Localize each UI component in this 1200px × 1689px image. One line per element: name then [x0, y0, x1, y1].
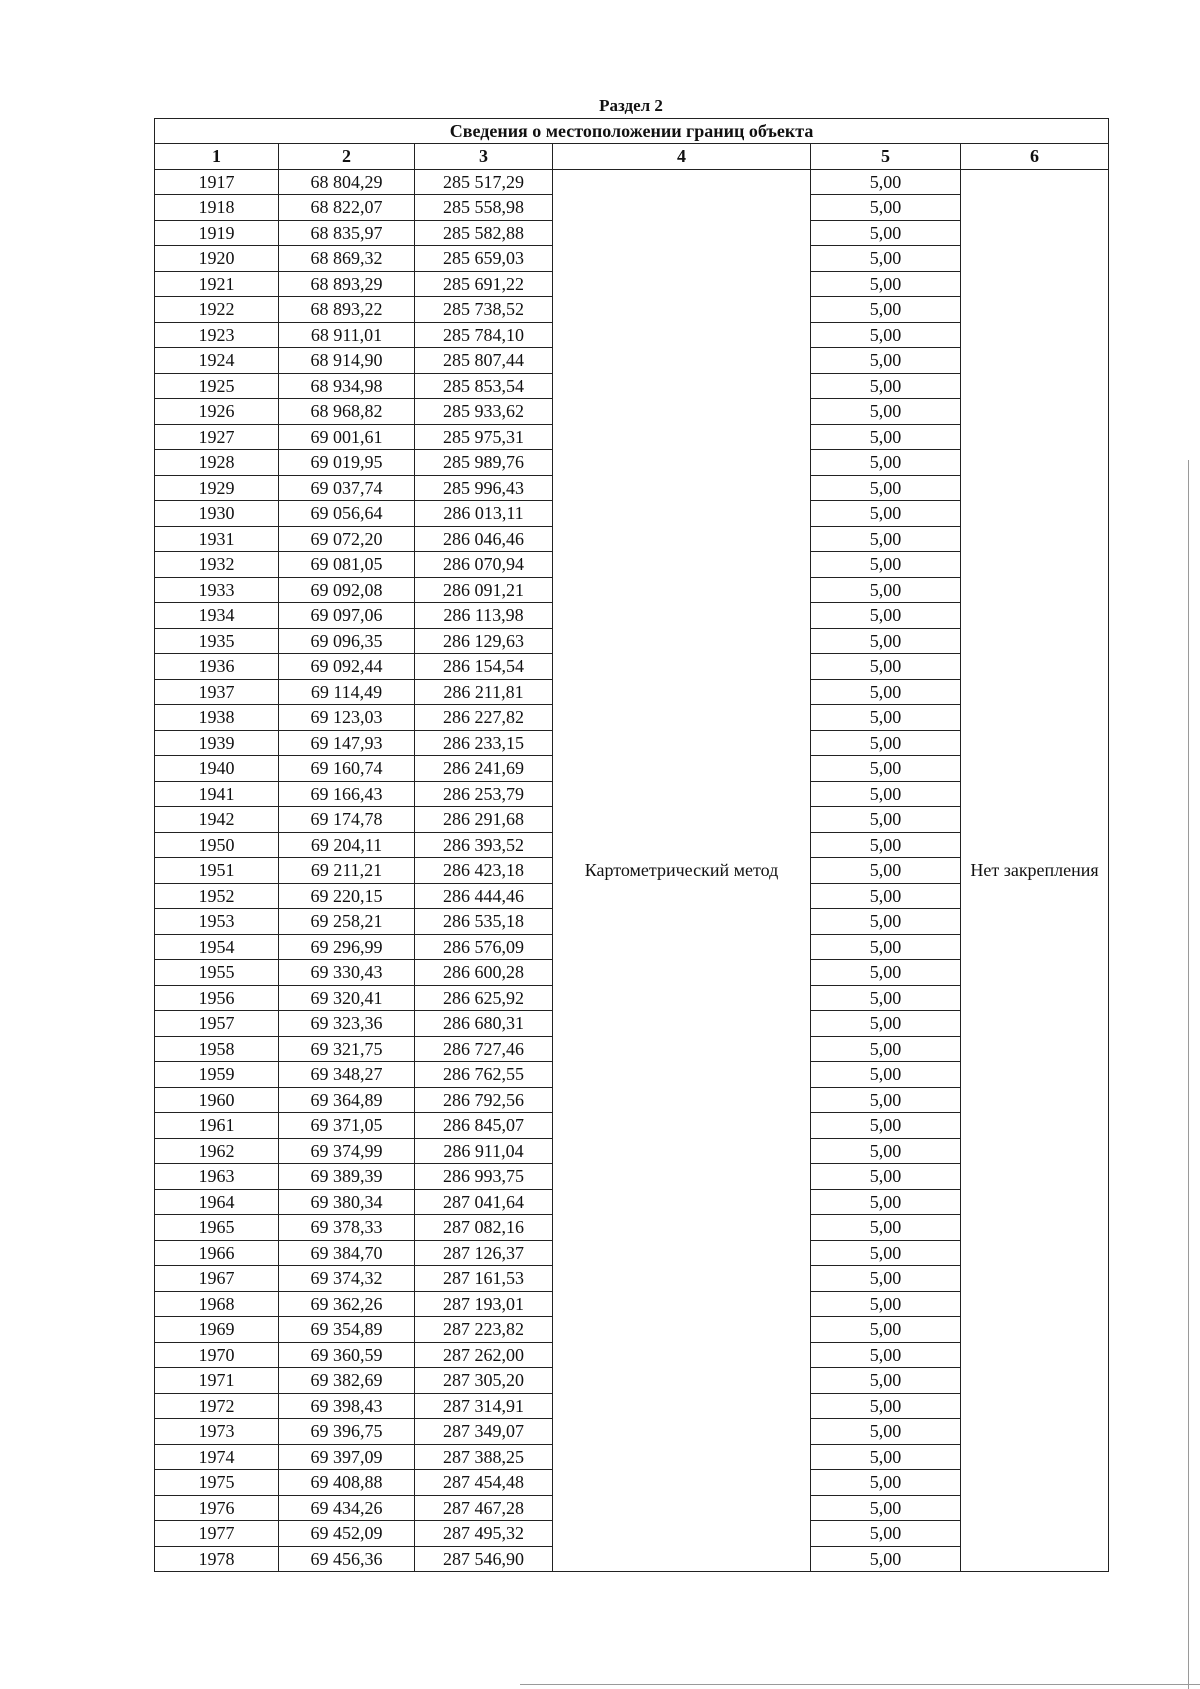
y-coordinate-cell: 287 546,90 [415, 1546, 553, 1572]
column-header-2: 2 [279, 144, 415, 170]
accuracy-cell: 5,00 [811, 781, 961, 807]
x-coordinate-cell: 69 321,75 [279, 1036, 415, 1062]
y-coordinate-cell: 286 113,98 [415, 603, 553, 629]
x-coordinate-cell: 68 893,29 [279, 271, 415, 297]
x-coordinate-cell: 69 456,36 [279, 1546, 415, 1572]
accuracy-cell: 5,00 [811, 934, 961, 960]
y-coordinate-cell: 286 727,46 [415, 1036, 553, 1062]
point-number-cell: 1951 [155, 858, 279, 884]
x-coordinate-cell: 69 258,21 [279, 909, 415, 935]
accuracy-cell: 5,00 [811, 1470, 961, 1496]
y-coordinate-cell: 287 305,20 [415, 1368, 553, 1394]
point-number-cell: 1938 [155, 705, 279, 731]
x-coordinate-cell: 69 389,39 [279, 1164, 415, 1190]
y-coordinate-cell: 286 535,18 [415, 909, 553, 935]
x-coordinate-cell: 68 911,01 [279, 322, 415, 348]
accuracy-cell: 5,00 [811, 858, 961, 884]
point-number-cell: 1925 [155, 373, 279, 399]
accuracy-cell: 5,00 [811, 1546, 961, 1572]
table-body [155, 169, 1109, 1572]
accuracy-cell: 5,00 [811, 603, 961, 629]
column-header-3: 3 [415, 144, 553, 170]
y-coordinate-cell: 287 388,25 [415, 1444, 553, 1470]
x-coordinate-cell: 69 096,35 [279, 628, 415, 654]
x-coordinate-cell: 69 323,36 [279, 1011, 415, 1037]
y-coordinate-cell: 285 691,22 [415, 271, 553, 297]
accuracy-cell: 5,00 [811, 424, 961, 450]
accuracy-cell: 5,00 [811, 1138, 961, 1164]
x-coordinate-cell: 69 364,89 [279, 1087, 415, 1113]
point-number-cell: 1935 [155, 628, 279, 654]
point-number-cell: 1936 [155, 654, 279, 680]
accuracy-cell: 5,00 [811, 1036, 961, 1062]
y-coordinate-cell: 287 314,91 [415, 1393, 553, 1419]
accuracy-cell: 5,00 [811, 1164, 961, 1190]
x-coordinate-cell: 69 354,89 [279, 1317, 415, 1343]
accuracy-cell: 5,00 [811, 1291, 961, 1317]
y-coordinate-cell: 285 558,98 [415, 195, 553, 221]
y-coordinate-cell: 286 013,11 [415, 501, 553, 527]
point-number-cell: 1969 [155, 1317, 279, 1343]
x-coordinate-cell: 69 408,88 [279, 1470, 415, 1496]
y-coordinate-cell: 287 262,00 [415, 1342, 553, 1368]
y-coordinate-cell: 285 996,43 [415, 475, 553, 501]
y-coordinate-cell: 287 193,01 [415, 1291, 553, 1317]
accuracy-cell: 5,00 [811, 1189, 961, 1215]
point-number-cell: 1974 [155, 1444, 279, 1470]
accuracy-cell: 5,00 [811, 1521, 961, 1547]
table-caption-row [155, 119, 1109, 144]
accuracy-cell: 5,00 [811, 730, 961, 756]
point-number-cell: 1967 [155, 1266, 279, 1292]
y-coordinate-cell: 285 933,62 [415, 399, 553, 425]
x-coordinate-cell: 69 380,34 [279, 1189, 415, 1215]
y-coordinate-cell: 286 680,31 [415, 1011, 553, 1037]
accuracy-cell: 5,00 [811, 577, 961, 603]
point-number-cell: 1970 [155, 1342, 279, 1368]
x-coordinate-cell: 69 204,11 [279, 832, 415, 858]
point-number-cell: 1933 [155, 577, 279, 603]
x-coordinate-cell: 68 914,90 [279, 348, 415, 374]
y-coordinate-cell: 286 241,69 [415, 756, 553, 782]
point-number-cell: 1977 [155, 1521, 279, 1547]
accuracy-cell: 5,00 [811, 271, 961, 297]
point-number-cell: 1941 [155, 781, 279, 807]
x-coordinate-cell: 69 174,78 [279, 807, 415, 833]
x-coordinate-cell: 69 452,09 [279, 1521, 415, 1547]
y-coordinate-cell: 286 291,68 [415, 807, 553, 833]
point-number-cell: 1953 [155, 909, 279, 935]
point-number-cell: 1926 [155, 399, 279, 425]
x-coordinate-cell: 69 092,44 [279, 654, 415, 680]
y-coordinate-cell: 287 495,32 [415, 1521, 553, 1547]
accuracy-cell: 5,00 [811, 373, 961, 399]
accuracy-cell: 5,00 [811, 1342, 961, 1368]
y-coordinate-cell: 286 444,46 [415, 883, 553, 909]
accuracy-cell: 5,00 [811, 960, 961, 986]
x-coordinate-cell: 69 097,06 [279, 603, 415, 629]
y-coordinate-cell: 286 423,18 [415, 858, 553, 884]
point-number-cell: 1928 [155, 450, 279, 476]
x-coordinate-cell: 68 869,32 [279, 246, 415, 272]
accuracy-cell: 5,00 [811, 195, 961, 221]
y-coordinate-cell: 286 154,54 [415, 654, 553, 680]
method-cell: Картометрический метод [553, 169, 811, 1572]
y-coordinate-cell: 287 126,37 [415, 1240, 553, 1266]
accuracy-cell: 5,00 [811, 654, 961, 680]
point-number-cell: 1966 [155, 1240, 279, 1266]
x-coordinate-cell: 69 320,41 [279, 985, 415, 1011]
y-coordinate-cell: 285 975,31 [415, 424, 553, 450]
point-number-cell: 1919 [155, 220, 279, 246]
y-coordinate-cell: 287 223,82 [415, 1317, 553, 1343]
accuracy-cell: 5,00 [811, 526, 961, 552]
point-number-cell: 1920 [155, 246, 279, 272]
point-number-cell: 1964 [155, 1189, 279, 1215]
x-coordinate-cell: 69 220,15 [279, 883, 415, 909]
y-coordinate-cell: 287 467,28 [415, 1495, 553, 1521]
table-caption: Сведения о местоположении границ объекта [155, 119, 1109, 144]
accuracy-cell: 5,00 [811, 1393, 961, 1419]
accuracy-cell: 5,00 [811, 705, 961, 731]
y-coordinate-cell: 285 807,44 [415, 348, 553, 374]
x-coordinate-cell: 69 360,59 [279, 1342, 415, 1368]
point-number-cell: 1939 [155, 730, 279, 756]
accuracy-cell: 5,00 [811, 246, 961, 272]
x-coordinate-cell: 69 396,75 [279, 1419, 415, 1445]
accuracy-cell: 5,00 [811, 322, 961, 348]
y-coordinate-cell: 287 041,64 [415, 1189, 553, 1215]
y-coordinate-cell: 286 233,15 [415, 730, 553, 756]
accuracy-cell: 5,00 [811, 1215, 961, 1241]
y-coordinate-cell: 286 070,94 [415, 552, 553, 578]
x-coordinate-cell: 69 160,74 [279, 756, 415, 782]
accuracy-cell: 5,00 [811, 348, 961, 374]
point-number-cell: 1976 [155, 1495, 279, 1521]
accuracy-cell: 5,00 [811, 1368, 961, 1394]
y-coordinate-cell: 286 129,63 [415, 628, 553, 654]
y-coordinate-cell: 285 517,29 [415, 169, 553, 195]
y-coordinate-cell: 286 576,09 [415, 934, 553, 960]
accuracy-cell: 5,00 [811, 501, 961, 527]
x-coordinate-cell: 69 001,61 [279, 424, 415, 450]
point-number-cell: 1968 [155, 1291, 279, 1317]
y-coordinate-cell: 286 046,46 [415, 526, 553, 552]
y-coordinate-cell: 287 161,53 [415, 1266, 553, 1292]
point-number-cell: 1918 [155, 195, 279, 221]
accuracy-cell: 5,00 [811, 1011, 961, 1037]
y-coordinate-cell: 287 454,48 [415, 1470, 553, 1496]
x-coordinate-cell: 69 398,43 [279, 1393, 415, 1419]
accuracy-cell: 5,00 [811, 679, 961, 705]
accuracy-cell: 5,00 [811, 1444, 961, 1470]
accuracy-cell: 5,00 [811, 1419, 961, 1445]
point-number-cell: 1924 [155, 348, 279, 374]
accuracy-cell: 5,00 [811, 628, 961, 654]
y-coordinate-cell: 285 784,10 [415, 322, 553, 348]
x-coordinate-cell: 68 835,97 [279, 220, 415, 246]
accuracy-cell: 5,00 [811, 807, 961, 833]
accuracy-cell: 5,00 [811, 220, 961, 246]
x-coordinate-cell: 69 019,95 [279, 450, 415, 476]
point-number-cell: 1927 [155, 424, 279, 450]
x-coordinate-cell: 69 371,05 [279, 1113, 415, 1139]
x-coordinate-cell: 69 384,70 [279, 1240, 415, 1266]
point-number-cell: 1965 [155, 1215, 279, 1241]
accuracy-cell: 5,00 [811, 756, 961, 782]
point-number-cell: 1931 [155, 526, 279, 552]
point-number-cell: 1958 [155, 1036, 279, 1062]
y-coordinate-cell: 286 993,75 [415, 1164, 553, 1190]
y-coordinate-cell: 286 911,04 [415, 1138, 553, 1164]
y-coordinate-cell: 287 349,07 [415, 1419, 553, 1445]
accuracy-cell: 5,00 [811, 1240, 961, 1266]
x-coordinate-cell: 69 374,32 [279, 1266, 415, 1292]
x-coordinate-cell: 68 968,82 [279, 399, 415, 425]
accuracy-cell: 5,00 [811, 832, 961, 858]
y-coordinate-cell: 286 091,21 [415, 577, 553, 603]
x-coordinate-cell: 69 330,43 [279, 960, 415, 986]
column-header-5: 5 [811, 144, 961, 170]
point-number-cell: 1930 [155, 501, 279, 527]
accuracy-cell: 5,00 [811, 297, 961, 323]
column-header-1: 1 [155, 144, 279, 170]
column-header-6: 6 [961, 144, 1109, 170]
x-coordinate-cell: 69 382,69 [279, 1368, 415, 1394]
accuracy-cell: 5,00 [811, 475, 961, 501]
point-number-cell: 1959 [155, 1062, 279, 1088]
x-coordinate-cell: 69 081,05 [279, 552, 415, 578]
y-coordinate-cell: 285 853,54 [415, 373, 553, 399]
x-coordinate-cell: 69 037,74 [279, 475, 415, 501]
accuracy-cell: 5,00 [811, 1062, 961, 1088]
point-number-cell: 1950 [155, 832, 279, 858]
point-number-cell: 1932 [155, 552, 279, 578]
x-coordinate-cell: 69 147,93 [279, 730, 415, 756]
x-coordinate-cell: 69 211,21 [279, 858, 415, 884]
point-number-cell: 1956 [155, 985, 279, 1011]
column-number-row [155, 144, 1109, 170]
accuracy-cell: 5,00 [811, 169, 961, 195]
y-coordinate-cell: 287 082,16 [415, 1215, 553, 1241]
accuracy-cell: 5,00 [811, 450, 961, 476]
page-edge-bottom [520, 1684, 1200, 1685]
point-number-cell: 1917 [155, 169, 279, 195]
y-coordinate-cell: 286 211,81 [415, 679, 553, 705]
x-coordinate-cell: 69 378,33 [279, 1215, 415, 1241]
boundary-coordinates-table [154, 118, 1109, 1572]
point-number-cell: 1963 [155, 1164, 279, 1190]
section-title: Раздел 2 [599, 96, 663, 115]
page-edge-right [1188, 460, 1189, 1689]
x-coordinate-cell: 69 374,99 [279, 1138, 415, 1164]
x-coordinate-cell: 68 822,07 [279, 195, 415, 221]
y-coordinate-cell: 286 625,92 [415, 985, 553, 1011]
point-number-cell: 1929 [155, 475, 279, 501]
accuracy-cell: 5,00 [811, 399, 961, 425]
accuracy-cell: 5,00 [811, 1495, 961, 1521]
point-number-cell: 1975 [155, 1470, 279, 1496]
x-coordinate-cell: 68 893,22 [279, 297, 415, 323]
x-coordinate-cell: 69 348,27 [279, 1062, 415, 1088]
x-coordinate-cell: 68 804,29 [279, 169, 415, 195]
y-coordinate-cell: 286 845,07 [415, 1113, 553, 1139]
x-coordinate-cell: 69 114,49 [279, 679, 415, 705]
point-number-cell: 1921 [155, 271, 279, 297]
fixing-cell: Нет закрепления [961, 169, 1109, 1572]
y-coordinate-cell: 286 762,55 [415, 1062, 553, 1088]
table-row [155, 169, 1109, 195]
column-header-4: 4 [553, 144, 811, 170]
x-coordinate-cell: 69 072,20 [279, 526, 415, 552]
point-number-cell: 1957 [155, 1011, 279, 1037]
point-number-cell: 1978 [155, 1546, 279, 1572]
point-number-cell: 1973 [155, 1419, 279, 1445]
accuracy-cell: 5,00 [811, 1113, 961, 1139]
point-number-cell: 1922 [155, 297, 279, 323]
x-coordinate-cell: 69 434,26 [279, 1495, 415, 1521]
y-coordinate-cell: 286 253,79 [415, 781, 553, 807]
y-coordinate-cell: 286 227,82 [415, 705, 553, 731]
y-coordinate-cell: 285 659,03 [415, 246, 553, 272]
x-coordinate-cell: 69 296,99 [279, 934, 415, 960]
x-coordinate-cell: 69 166,43 [279, 781, 415, 807]
point-number-cell: 1962 [155, 1138, 279, 1164]
point-number-cell: 1971 [155, 1368, 279, 1394]
point-number-cell: 1960 [155, 1087, 279, 1113]
accuracy-cell: 5,00 [811, 909, 961, 935]
point-number-cell: 1954 [155, 934, 279, 960]
accuracy-cell: 5,00 [811, 552, 961, 578]
x-coordinate-cell: 69 123,03 [279, 705, 415, 731]
x-coordinate-cell: 69 056,64 [279, 501, 415, 527]
x-coordinate-cell: 69 362,26 [279, 1291, 415, 1317]
accuracy-cell: 5,00 [811, 1317, 961, 1343]
point-number-cell: 1934 [155, 603, 279, 629]
y-coordinate-cell: 286 600,28 [415, 960, 553, 986]
point-number-cell: 1937 [155, 679, 279, 705]
y-coordinate-cell: 285 738,52 [415, 297, 553, 323]
accuracy-cell: 5,00 [811, 985, 961, 1011]
point-number-cell: 1942 [155, 807, 279, 833]
point-number-cell: 1940 [155, 756, 279, 782]
x-coordinate-cell: 69 092,08 [279, 577, 415, 603]
point-number-cell: 1952 [155, 883, 279, 909]
y-coordinate-cell: 285 989,76 [415, 450, 553, 476]
y-coordinate-cell: 285 582,88 [415, 220, 553, 246]
point-number-cell: 1961 [155, 1113, 279, 1139]
point-number-cell: 1955 [155, 960, 279, 986]
y-coordinate-cell: 286 792,56 [415, 1087, 553, 1113]
accuracy-cell: 5,00 [811, 883, 961, 909]
y-coordinate-cell: 286 393,52 [415, 832, 553, 858]
accuracy-cell: 5,00 [811, 1087, 961, 1113]
point-number-cell: 1972 [155, 1393, 279, 1419]
point-number-cell: 1923 [155, 322, 279, 348]
accuracy-cell: 5,00 [811, 1266, 961, 1292]
x-coordinate-cell: 68 934,98 [279, 373, 415, 399]
x-coordinate-cell: 69 397,09 [279, 1444, 415, 1470]
